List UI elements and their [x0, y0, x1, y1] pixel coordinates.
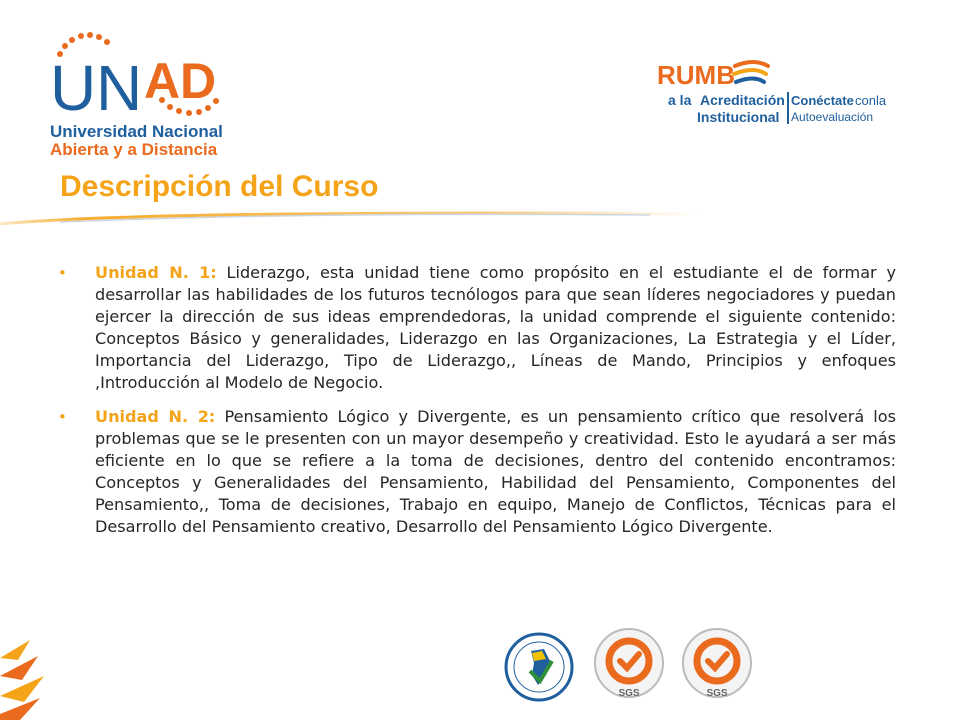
page-title: Descripción del Curso [60, 170, 379, 203]
unit-label: Unidad N. 1: [95, 263, 217, 282]
rumbo-line-2: Institucional [697, 109, 780, 125]
corner-swoosh-icon [0, 618, 60, 720]
sgs-seal-icon [680, 627, 754, 703]
rumbo-right-2: Autoevaluación [791, 110, 874, 124]
rumbo-right-1b: conla [855, 93, 887, 108]
bullet-icon: • [58, 408, 67, 426]
list-item [58, 262, 896, 394]
unit-description: Liderazgo, esta unidad tiene como propósito en el estudiante el de formar y desarrollar las habilidades de los futuros tecnólogos para que sean líderes negociadores y puedan ejercer la dirección de sus ideas emprendedoras, la unidad comprende el siguiente contenido: Conceptos Básico y generalidades, Liderazgo en las Organizaciones, La Estrategia y el Líder, Importancia del Liderazgo, Tipo de Liderazgo,, Líneas de Mando, Principios y enfoques ,Introducción al Modelo de Negocio. [95, 263, 896, 392]
course-units-list [58, 262, 896, 550]
bullet-icon: • [58, 264, 67, 282]
rumbo-swoosh-icon [734, 62, 768, 82]
sgs-seal-icon [592, 627, 666, 703]
logo-letter-u: U [50, 52, 97, 124]
logo-line-1: Universidad Nacional [50, 122, 223, 141]
list-item [58, 406, 896, 538]
logo-line-2: Abierta y a Distancia [50, 140, 218, 159]
rumbo-line-1: Acreditación [700, 92, 785, 108]
logo-letter-n: N [96, 52, 143, 124]
rumbo-word: RUMB [657, 60, 735, 90]
rumbo-right-1a: Conéctate [791, 93, 854, 108]
logo-letter-d: D [180, 53, 217, 109]
logo-letter-a: A [144, 53, 181, 109]
unit-label: Unidad N. 2: [95, 407, 216, 426]
unad-logo [44, 30, 254, 170]
rumbo-logo [650, 58, 910, 130]
unit-description: Pensamiento Lógico y Divergente, es un pensamiento crítico que resolverá los problemas que se le presenten con un mayor desempeño y creatividad. Esto le ayudará a ser más eficiente en lo que se refiere a la toma de decisiones, dentro del contenido encontramos: Conceptos y Generalidades del Pensamiento, Habilidad del Pensamiento, Componentes del Pensamiento,, Toma de decisiones, Trabajo en equipo, Manejo de Conflictos, Técnicas para el Desarrollo del Pensamiento creativo, Desarrollo del Pensamiento Lógico Divergente. [95, 407, 896, 536]
title-underline [0, 206, 700, 230]
colombia-seal-icon [504, 631, 574, 703]
sgs-label: SGS [618, 688, 640, 699]
sgs-label: SGS [706, 688, 728, 699]
rumbo-prefix: a la [668, 92, 692, 108]
rumbo-divider [787, 92, 789, 124]
